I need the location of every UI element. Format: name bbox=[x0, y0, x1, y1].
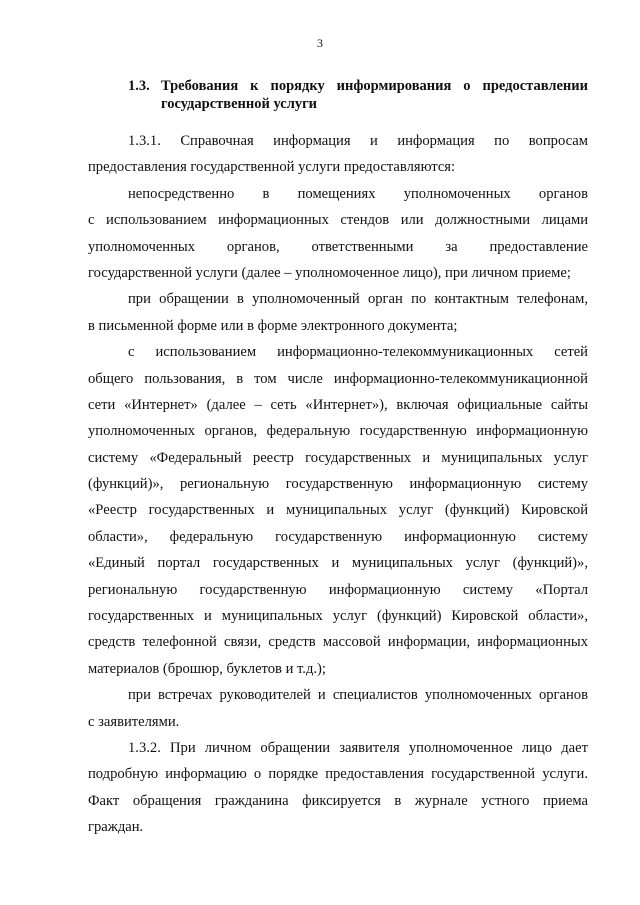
text-line: подробную информацию о порядке предоставления государственной услуги. bbox=[88, 766, 588, 783]
text-line: государственных и муниципальных услуг (функций) Кировской области», bbox=[88, 608, 588, 625]
section-heading bbox=[128, 77, 588, 113]
text-line: региональную государственную информационную систему «Портал bbox=[88, 581, 588, 598]
section-heading-line-1 bbox=[128, 77, 588, 95]
text-line: 1.3.1. Справочная информация и информация по вопросам bbox=[128, 133, 588, 149]
text-line: уполномоченных органов, ответственными за предоставление bbox=[88, 238, 588, 255]
text-line: «Единый портал государственных и муниципальных услуг (функций)», bbox=[88, 555, 588, 572]
text-line: граждан. bbox=[88, 819, 144, 836]
heading-word: о bbox=[463, 78, 471, 94]
section-number: 1.3. bbox=[128, 78, 150, 94]
page-number: 3 bbox=[317, 36, 323, 50]
paragraph-p131 bbox=[88, 128, 588, 181]
text-line: с заявителями. bbox=[88, 713, 180, 730]
body-text bbox=[88, 128, 588, 841]
text-line: с использованием информационно-телекоммуникационных сетей bbox=[128, 344, 588, 361]
text-line: 1.3.2. При личном обращении заявителя уполномоченное лицо дает bbox=[128, 739, 588, 756]
text-line: области», федеральную государственную информационную систему bbox=[88, 528, 588, 545]
text-line: (функций)», региональную государственную информационную систему bbox=[88, 476, 588, 493]
section-title-line-2: государственной услуги bbox=[161, 96, 318, 112]
paragraph-p-meetings bbox=[88, 682, 588, 735]
paragraph-p-phone bbox=[88, 286, 588, 339]
heading-word: порядку bbox=[270, 78, 325, 94]
text-line: предоставления государственной услуги предоставляются: bbox=[88, 159, 456, 176]
text-line: непосредственно в помещениях уполномоченных органов bbox=[128, 185, 588, 202]
text-line: средств телефонной связи, средств массовой информации, информационных bbox=[88, 634, 588, 651]
text-line: сети «Интернет» (далее – сеть «Интернет»), включая официальные сайты bbox=[88, 396, 588, 413]
text-line: материалов (брошюр, буклетов и т.д.); bbox=[88, 660, 326, 677]
heading-word: информирования bbox=[336, 78, 452, 94]
text-line: государственной услуги (далее – уполномоченное лицо), при личном приеме; bbox=[88, 264, 571, 281]
text-line: «Реестр государственных и муниципальных услуг (функций) Кировской bbox=[88, 502, 588, 519]
text-line: с использованием информационных стендов или должностными лицами bbox=[88, 212, 588, 229]
text-line: в письменной форме или в форме электронного документа; bbox=[88, 317, 458, 334]
text-line: уполномоченных органов, федеральную государственную информационную bbox=[88, 423, 588, 440]
text-line: при встречах руководителей и специалистов уполномоченных органов bbox=[128, 687, 588, 704]
paragraph-p132 bbox=[88, 735, 588, 841]
heading-word: Требования bbox=[161, 78, 239, 94]
text-line: Факт обращения гражданина фиксируется в журнале устного приема bbox=[88, 792, 588, 809]
text-line: систему «Федеральный реестр государственных и муниципальных услуг bbox=[88, 449, 588, 466]
text-line: общего пользования, в том числе информационно-телекоммуникационной bbox=[88, 370, 588, 387]
paragraph-p-networks bbox=[88, 339, 588, 682]
heading-word: к bbox=[250, 78, 259, 94]
text-line: при обращении в уполномоченный орган по контактным телефонам, bbox=[128, 291, 588, 308]
heading-word: предоставлении bbox=[482, 78, 588, 94]
paragraph-p-direct bbox=[88, 181, 588, 287]
section-title-line-1 bbox=[161, 77, 588, 95]
